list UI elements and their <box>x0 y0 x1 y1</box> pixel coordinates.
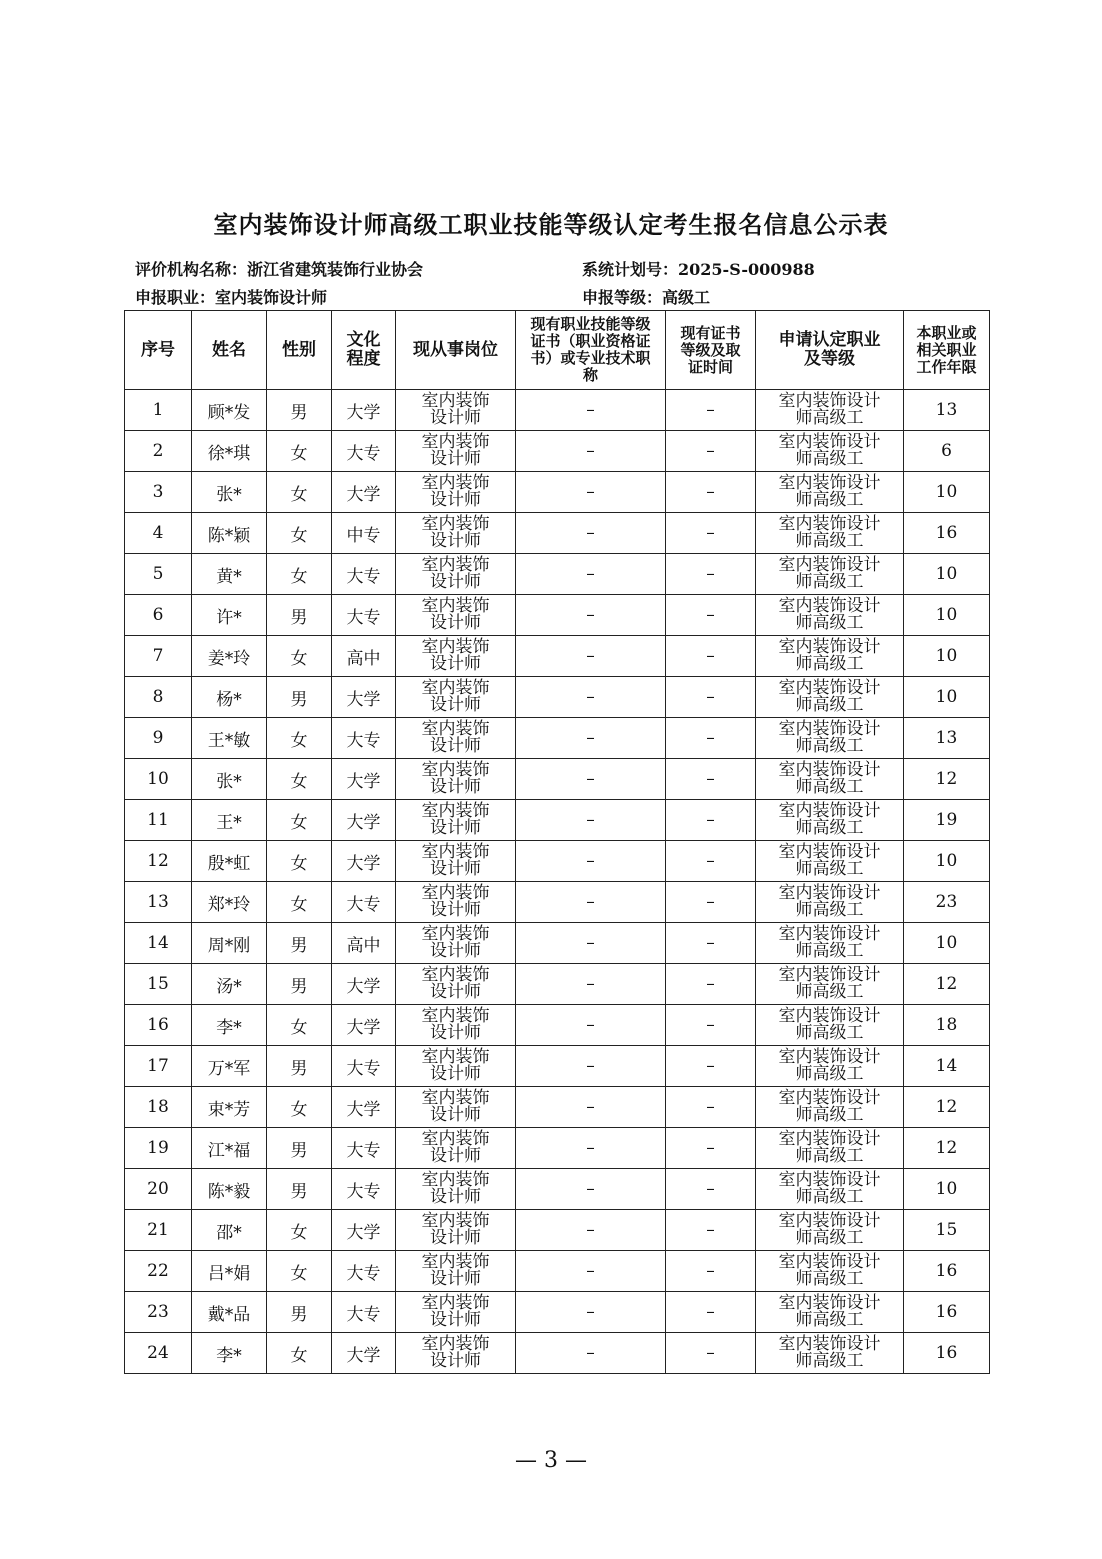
cell-certificate: – <box>516 1169 666 1210</box>
cell-education: 大专 <box>332 1251 396 1292</box>
cell-position: 室内装饰设计师 <box>396 841 516 882</box>
cell-education: 大学 <box>332 800 396 841</box>
cell-gender: 男 <box>267 964 332 1005</box>
cell-gender: 男 <box>267 1169 332 1210</box>
table-row <box>125 800 990 841</box>
table-row <box>125 390 990 431</box>
cell-apply: 室内装饰设计师高级工 <box>756 800 904 841</box>
cell-certificate: – <box>516 431 666 472</box>
cell-no: 19 <box>125 1128 192 1169</box>
cell-education: 大学 <box>332 1005 396 1046</box>
cell-position: 室内装饰设计师 <box>396 800 516 841</box>
cell-certificate: – <box>516 1005 666 1046</box>
table-row <box>125 1169 990 1210</box>
cell-position: 室内装饰设计师 <box>396 1128 516 1169</box>
cell-apply: 室内装饰设计师高级工 <box>756 1169 904 1210</box>
cell-years: 10 <box>904 472 990 513</box>
cell-years: 13 <box>904 390 990 431</box>
plan-line <box>582 257 815 280</box>
cell-education: 大学 <box>332 964 396 1005</box>
cell-no: 2 <box>125 431 192 472</box>
cell-cert-time: – <box>666 1046 756 1087</box>
cell-certificate: – <box>516 1292 666 1333</box>
cell-apply: 室内装饰设计师高级工 <box>756 595 904 636</box>
cell-cert-time: – <box>666 1169 756 1210</box>
cell-education: 大学 <box>332 1087 396 1128</box>
cell-position: 室内装饰设计师 <box>396 1210 516 1251</box>
cell-gender: 男 <box>267 390 332 431</box>
table-row <box>125 1210 990 1251</box>
cell-education: 大学 <box>332 759 396 800</box>
cell-apply: 室内装饰设计师高级工 <box>756 1087 904 1128</box>
occupation-label: 申报职业： <box>135 288 216 307</box>
cell-name: 束*芳 <box>192 1087 267 1128</box>
cell-gender: 女 <box>267 1251 332 1292</box>
cell-position: 室内装饰设计师 <box>396 677 516 718</box>
cell-no: 22 <box>125 1251 192 1292</box>
cell-education: 大学 <box>332 1333 396 1374</box>
org-value: 浙江省建筑装饰行业协会 <box>247 260 424 279</box>
cell-gender: 女 <box>267 1210 332 1251</box>
cell-cert-time: – <box>666 390 756 431</box>
cell-apply: 室内装饰设计师高级工 <box>756 1210 904 1251</box>
header-education: 文化程度 <box>332 311 396 390</box>
cell-position: 室内装饰设计师 <box>396 718 516 759</box>
cell-certificate: – <box>516 1333 666 1374</box>
cell-position: 室内装饰设计师 <box>396 964 516 1005</box>
cell-years: 10 <box>904 923 990 964</box>
cell-name: 戴*品 <box>192 1292 267 1333</box>
cell-gender: 女 <box>267 431 332 472</box>
cell-position: 室内装饰设计师 <box>396 513 516 554</box>
cell-years: 10 <box>904 554 990 595</box>
cell-education: 中专 <box>332 513 396 554</box>
cell-years: 16 <box>904 1292 990 1333</box>
cell-cert-time: – <box>666 1087 756 1128</box>
cell-certificate: – <box>516 923 666 964</box>
cell-gender: 女 <box>267 554 332 595</box>
cell-position: 室内装饰设计师 <box>396 759 516 800</box>
page-number: — 3 — <box>515 1448 587 1473</box>
cell-cert-time: – <box>666 800 756 841</box>
cell-years: 10 <box>904 636 990 677</box>
header-name: 姓名 <box>192 311 267 390</box>
cell-no: 8 <box>125 677 192 718</box>
cell-certificate: – <box>516 677 666 718</box>
cell-apply: 室内装饰设计师高级工 <box>756 1292 904 1333</box>
cell-name: 杨* <box>192 677 267 718</box>
cell-name: 王*敏 <box>192 718 267 759</box>
cell-cert-time: – <box>666 1128 756 1169</box>
cell-no: 4 <box>125 513 192 554</box>
table-row <box>125 636 990 677</box>
cell-no: 11 <box>125 800 192 841</box>
table-row <box>125 1128 990 1169</box>
cell-name: 黄* <box>192 554 267 595</box>
cell-no: 1 <box>125 390 192 431</box>
cell-name: 邵* <box>192 1210 267 1251</box>
cell-education: 大专 <box>332 1046 396 1087</box>
cell-years: 18 <box>904 1005 990 1046</box>
table-row <box>125 554 990 595</box>
table-row <box>125 1333 990 1374</box>
cell-cert-time: – <box>666 1292 756 1333</box>
cell-apply: 室内装饰设计师高级工 <box>756 759 904 800</box>
cell-no: 13 <box>125 882 192 923</box>
table-row <box>125 472 990 513</box>
cell-cert-time: – <box>666 1210 756 1251</box>
cell-years: 13 <box>904 718 990 759</box>
table-row <box>125 923 990 964</box>
cell-certificate: – <box>516 964 666 1005</box>
table-row <box>125 1046 990 1087</box>
cell-apply: 室内装饰设计师高级工 <box>756 923 904 964</box>
cell-apply: 室内装饰设计师高级工 <box>756 390 904 431</box>
table-row <box>125 595 990 636</box>
table-row <box>125 841 990 882</box>
cell-certificate: – <box>516 1210 666 1251</box>
cell-apply: 室内装饰设计师高级工 <box>756 636 904 677</box>
cell-apply: 室内装饰设计师高级工 <box>756 472 904 513</box>
cell-no: 12 <box>125 841 192 882</box>
plan-label: 系统计划号： <box>582 260 679 279</box>
cell-name: 周*刚 <box>192 923 267 964</box>
cell-cert-time: – <box>666 1251 756 1292</box>
cell-no: 15 <box>125 964 192 1005</box>
cell-position: 室内装饰设计师 <box>396 636 516 677</box>
plan-value: 2025-S-000988 <box>678 260 815 279</box>
table-body <box>125 390 990 1374</box>
cell-position: 室内装饰设计师 <box>396 431 516 472</box>
cell-apply: 室内装饰设计师高级工 <box>756 554 904 595</box>
cell-certificate: – <box>516 636 666 677</box>
cell-gender: 女 <box>267 718 332 759</box>
cell-apply: 室内装饰设计师高级工 <box>756 1005 904 1046</box>
cell-name: 李* <box>192 1333 267 1374</box>
cell-years: 12 <box>904 964 990 1005</box>
cell-cert-time: – <box>666 1333 756 1374</box>
cell-cert-time: – <box>666 882 756 923</box>
cell-cert-time: – <box>666 1005 756 1046</box>
cell-years: 6 <box>904 431 990 472</box>
cell-apply: 室内装饰设计师高级工 <box>756 431 904 472</box>
cell-position: 室内装饰设计师 <box>396 390 516 431</box>
cell-apply: 室内装饰设计师高级工 <box>756 513 904 554</box>
cell-years: 15 <box>904 1210 990 1251</box>
cell-name: 李* <box>192 1005 267 1046</box>
cell-gender: 男 <box>267 923 332 964</box>
header-position: 现从事岗位 <box>396 311 516 390</box>
cell-years: 12 <box>904 759 990 800</box>
org-label: 评价机构名称： <box>135 260 248 279</box>
table-row <box>125 513 990 554</box>
cell-gender: 男 <box>267 1292 332 1333</box>
cell-certificate: – <box>516 554 666 595</box>
cell-years: 16 <box>904 1251 990 1292</box>
cell-position: 室内装饰设计师 <box>396 595 516 636</box>
header-years: 本职业或相关职业工作年限 <box>904 311 990 390</box>
cell-no: 14 <box>125 923 192 964</box>
table-row <box>125 677 990 718</box>
cell-apply: 室内装饰设计师高级工 <box>756 882 904 923</box>
cell-no: 24 <box>125 1333 192 1374</box>
cell-position: 室内装饰设计师 <box>396 923 516 964</box>
cell-no: 3 <box>125 472 192 513</box>
cell-certificate: – <box>516 1087 666 1128</box>
cell-no: 16 <box>125 1005 192 1046</box>
cell-gender: 女 <box>267 513 332 554</box>
cell-education: 大学 <box>332 1210 396 1251</box>
cell-education: 大专 <box>332 554 396 595</box>
cell-certificate: – <box>516 472 666 513</box>
cell-no: 18 <box>125 1087 192 1128</box>
cell-education: 大专 <box>332 1292 396 1333</box>
cell-no: 7 <box>125 636 192 677</box>
cell-gender: 女 <box>267 1087 332 1128</box>
cell-name: 万*军 <box>192 1046 267 1087</box>
level-label: 申报等级： <box>582 288 663 307</box>
cell-apply: 室内装饰设计师高级工 <box>756 841 904 882</box>
org-line <box>135 257 423 280</box>
cell-apply: 室内装饰设计师高级工 <box>756 964 904 1005</box>
cell-cert-time: – <box>666 472 756 513</box>
table-row <box>125 1251 990 1292</box>
table-row <box>125 718 990 759</box>
cell-name: 许* <box>192 595 267 636</box>
cell-no: 21 <box>125 1210 192 1251</box>
cell-name: 张* <box>192 472 267 513</box>
cell-certificate: – <box>516 390 666 431</box>
cell-cert-time: – <box>666 513 756 554</box>
cell-name: 张* <box>192 759 267 800</box>
cell-education: 大学 <box>332 841 396 882</box>
cell-certificate: – <box>516 841 666 882</box>
cell-no: 20 <box>125 1169 192 1210</box>
cell-name: 吕*娟 <box>192 1251 267 1292</box>
cell-education: 大专 <box>332 882 396 923</box>
cell-cert-time: – <box>666 923 756 964</box>
cell-certificate: – <box>516 1128 666 1169</box>
cell-name: 殷*虹 <box>192 841 267 882</box>
cell-no: 23 <box>125 1292 192 1333</box>
cell-years: 10 <box>904 595 990 636</box>
cell-position: 室内装饰设计师 <box>396 1005 516 1046</box>
cell-years: 10 <box>904 1169 990 1210</box>
cell-no: 17 <box>125 1046 192 1087</box>
level-line <box>582 285 710 308</box>
cell-education: 大学 <box>332 390 396 431</box>
table-row <box>125 431 990 472</box>
level-value: 高级工 <box>662 288 711 307</box>
table-row <box>125 759 990 800</box>
header-cert-level-time: 现有证书等级及取证时间 <box>666 311 756 390</box>
cell-apply: 室内装饰设计师高级工 <box>756 1046 904 1087</box>
cell-apply: 室内装饰设计师高级工 <box>756 677 904 718</box>
cell-position: 室内装饰设计师 <box>396 1046 516 1087</box>
cell-years: 16 <box>904 513 990 554</box>
cell-position: 室内装饰设计师 <box>396 882 516 923</box>
cell-gender: 女 <box>267 882 332 923</box>
cell-apply: 室内装饰设计师高级工 <box>756 1128 904 1169</box>
cell-name: 郑*玲 <box>192 882 267 923</box>
cell-education: 大专 <box>332 1169 396 1210</box>
cell-position: 室内装饰设计师 <box>396 554 516 595</box>
cell-certificate: – <box>516 1046 666 1087</box>
cell-gender: 女 <box>267 759 332 800</box>
cell-no: 10 <box>125 759 192 800</box>
cell-position: 室内装饰设计师 <box>396 472 516 513</box>
table-row <box>125 1087 990 1128</box>
cell-no: 5 <box>125 554 192 595</box>
candidate-table <box>124 310 990 1374</box>
cell-name: 王* <box>192 800 267 841</box>
header-certificate: 现有职业技能等级证书（职业资格证书）或专业技术职称 <box>516 311 666 390</box>
cell-cert-time: – <box>666 595 756 636</box>
table-row <box>125 1292 990 1333</box>
cell-apply: 室内装饰设计师高级工 <box>756 1333 904 1374</box>
cell-education: 大专 <box>332 718 396 759</box>
table-row <box>125 964 990 1005</box>
cell-certificate: – <box>516 759 666 800</box>
cell-gender: 男 <box>267 1128 332 1169</box>
cell-years: 10 <box>904 841 990 882</box>
occupation-value: 室内装饰设计师 <box>215 288 328 307</box>
cell-cert-time: – <box>666 718 756 759</box>
cell-certificate: – <box>516 882 666 923</box>
cell-no: 6 <box>125 595 192 636</box>
cell-position: 室内装饰设计师 <box>396 1292 516 1333</box>
cell-gender: 男 <box>267 1046 332 1087</box>
cell-cert-time: – <box>666 677 756 718</box>
cell-gender: 女 <box>267 1005 332 1046</box>
cell-years: 10 <box>904 677 990 718</box>
cell-years: 14 <box>904 1046 990 1087</box>
cell-gender: 女 <box>267 636 332 677</box>
table-header-row <box>125 311 990 390</box>
cell-education: 大专 <box>332 431 396 472</box>
header-apply: 申请认定职业及等级 <box>756 311 904 390</box>
cell-no: 9 <box>125 718 192 759</box>
cell-position: 室内装饰设计师 <box>396 1169 516 1210</box>
cell-position: 室内装饰设计师 <box>396 1251 516 1292</box>
cell-years: 23 <box>904 882 990 923</box>
cell-years: 12 <box>904 1087 990 1128</box>
document-title: 室内装饰设计师高级工职业技能等级认定考生报名信息公示表 <box>213 210 889 239</box>
cell-certificate: – <box>516 718 666 759</box>
cell-apply: 室内装饰设计师高级工 <box>756 718 904 759</box>
cell-name: 顾*发 <box>192 390 267 431</box>
cell-education: 大学 <box>332 472 396 513</box>
cell-years: 19 <box>904 800 990 841</box>
table-row <box>125 882 990 923</box>
cell-cert-time: – <box>666 636 756 677</box>
cell-certificate: – <box>516 595 666 636</box>
cell-cert-time: – <box>666 431 756 472</box>
cell-gender: 男 <box>267 595 332 636</box>
cell-certificate: – <box>516 800 666 841</box>
header-gender: 性别 <box>267 311 332 390</box>
cell-certificate: – <box>516 1251 666 1292</box>
cell-cert-time: – <box>666 841 756 882</box>
cell-name: 徐*琪 <box>192 431 267 472</box>
cell-education: 大专 <box>332 1128 396 1169</box>
cell-gender: 女 <box>267 841 332 882</box>
cell-years: 12 <box>904 1128 990 1169</box>
cell-position: 室内装饰设计师 <box>396 1333 516 1374</box>
cell-certificate: – <box>516 513 666 554</box>
cell-education: 大学 <box>332 677 396 718</box>
cell-cert-time: – <box>666 759 756 800</box>
cell-gender: 女 <box>267 1333 332 1374</box>
cell-name: 汤* <box>192 964 267 1005</box>
cell-name: 陈*毅 <box>192 1169 267 1210</box>
cell-education: 高中 <box>332 636 396 677</box>
cell-education: 高中 <box>332 923 396 964</box>
cell-name: 江*福 <box>192 1128 267 1169</box>
cell-gender: 女 <box>267 472 332 513</box>
cell-cert-time: – <box>666 964 756 1005</box>
cell-cert-time: – <box>666 554 756 595</box>
cell-apply: 室内装饰设计师高级工 <box>756 1251 904 1292</box>
cell-gender: 男 <box>267 677 332 718</box>
cell-education: 大专 <box>332 595 396 636</box>
cell-position: 室内装饰设计师 <box>396 1087 516 1128</box>
table-row <box>125 1005 990 1046</box>
cell-years: 16 <box>904 1333 990 1374</box>
occupation-line <box>135 285 327 308</box>
cell-name: 姜*玲 <box>192 636 267 677</box>
cell-name: 陈*颖 <box>192 513 267 554</box>
header-no: 序号 <box>125 311 192 390</box>
cell-gender: 女 <box>267 800 332 841</box>
